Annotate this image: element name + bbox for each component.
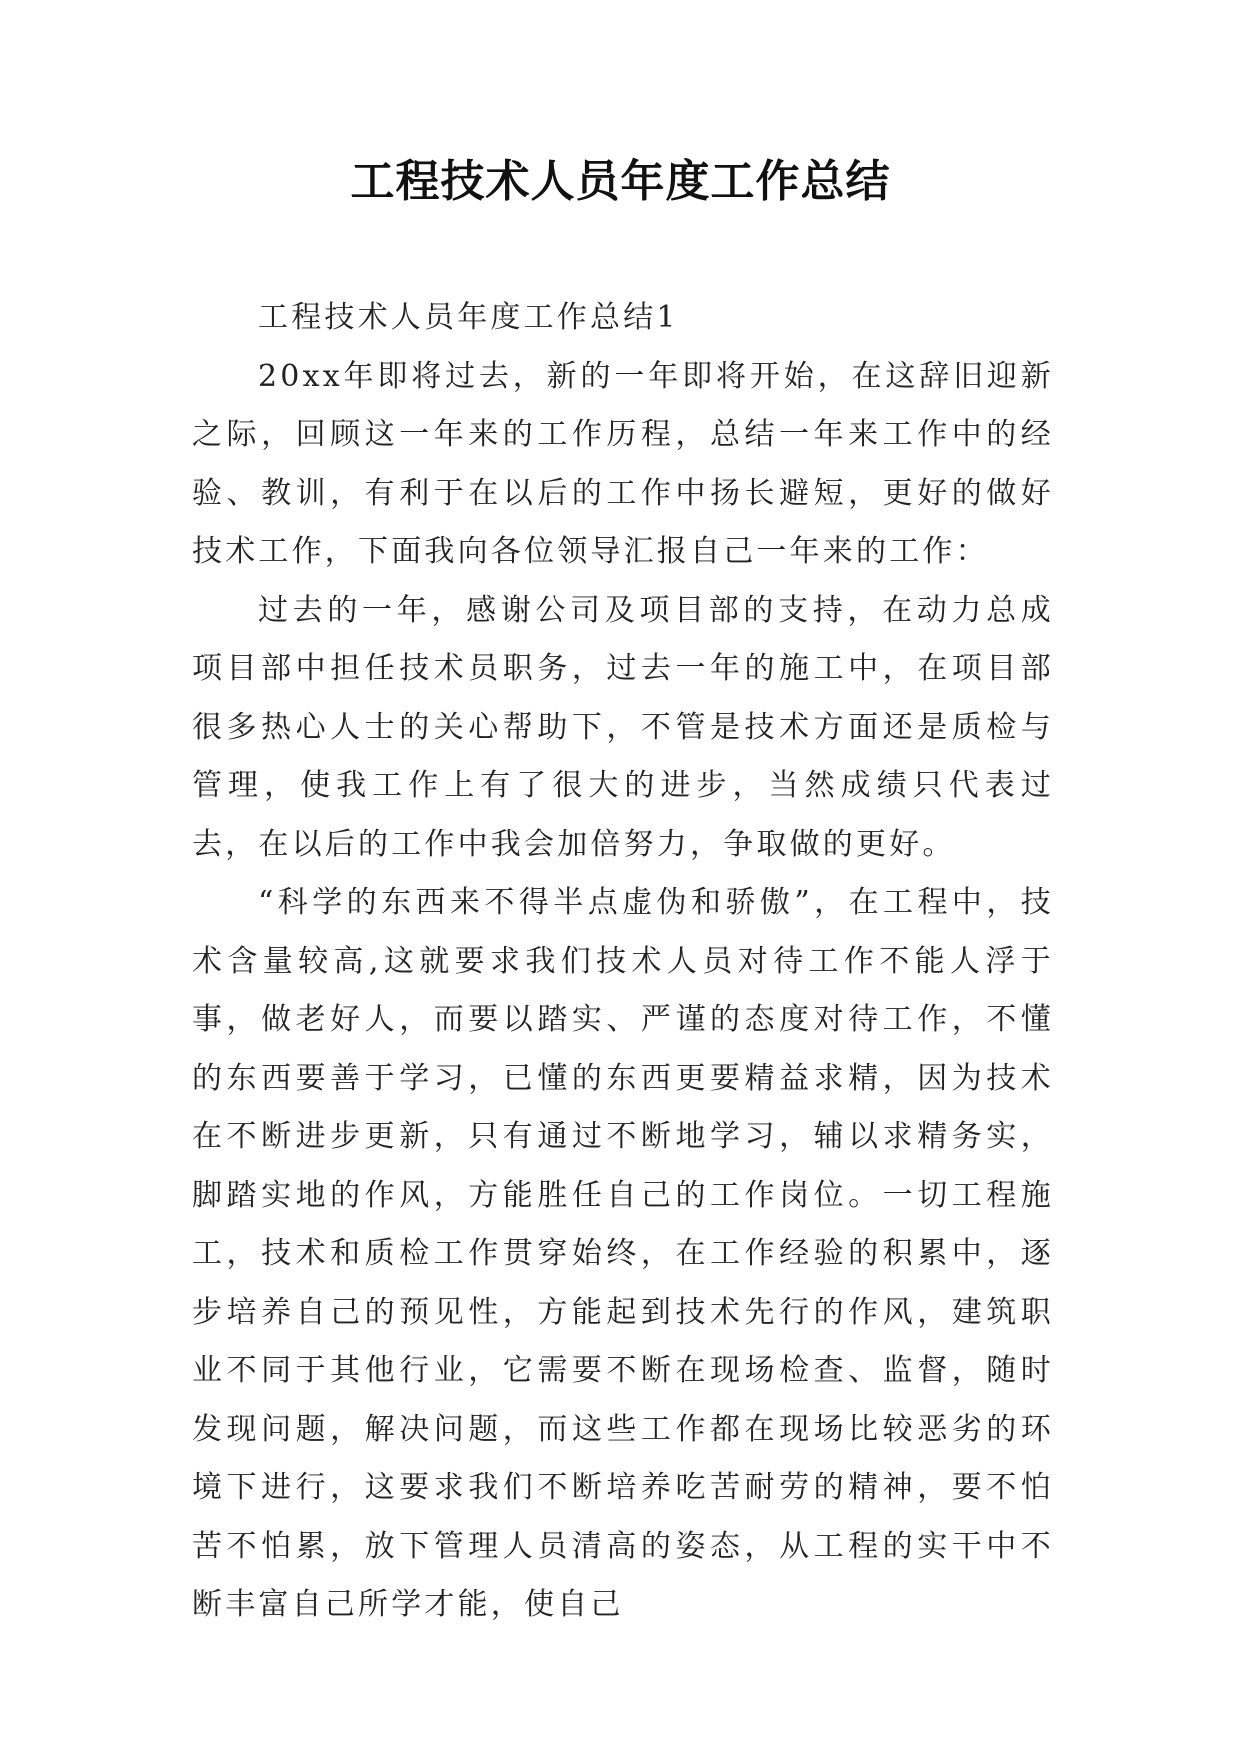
paragraph-review: 过去的一年，感谢公司及项目部的支持，在动力总成项目部中担任技术员职务，过去一年的施工中，在项目部很多热心人士的关心帮助下，不管是技术方面还是质检与管理，使我工作上有了很大的进步，当然成绩只代表过去，在以后的工作中我会加倍努力，争取做的更好。 bbox=[192, 592, 1054, 862]
paragraph-intro: 20xx年即将过去，新的一年即将开始，在这辞旧迎新之际，回顾这一年来的工作历程，总结一年来工作中的经验、教训，有利于在以后的工作中扬长避短，更好的做好技术工作，下面我向各位领导汇报自己一年来的工作： bbox=[192, 358, 1054, 569]
document-title: 工程技术人员年度工作总结 bbox=[350, 156, 891, 207]
document-body bbox=[192, 289, 1054, 1635]
paragraph-technical-attitude: “科学的东西来不得半点虚伪和骄傲”，在工程中，技术含量较高,这就要求我们技术人员对待工作不能人浮于事，做老好人，而要以踏实、严谨的态度对待工作，不懂的东西要善于学习，已懂的东西更要精益求精，因为技术在不断进步更新，只有通过不断地学习，辅以求精务实，脚踏实地的作风，方能胜任自己的工作岗位。一切工程施工，技术和质检工作贯穿始终，在工作经验的积累中，逐步培养自己的预见性，方能起到技术先行的作风，建筑职业不同于其他行业，它需要不断在现场检查、监督，随时发现问题，解决问题，而这些工作都在现场比较恶劣的环境下进行，这要求我们不断培养吃苦耐劳的精神，要不怕苦不怕累，放下管理人员清高的姿态，从工程的实干中不断丰富自己所学才能，使自己 bbox=[192, 885, 1054, 1622]
section-heading: 工程技术人员年度工作总结1 bbox=[258, 300, 679, 335]
